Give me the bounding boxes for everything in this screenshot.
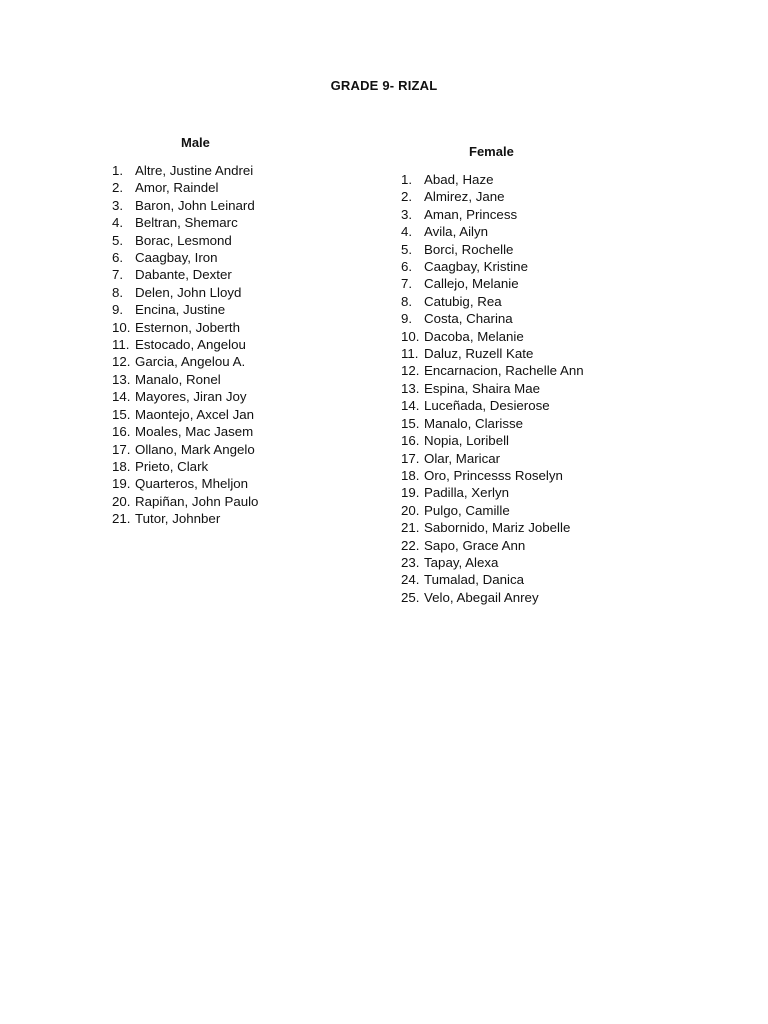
list-item [112, 301, 258, 318]
list-item [401, 502, 584, 519]
list-item [401, 206, 584, 223]
list-item [112, 493, 258, 510]
list-item [112, 510, 258, 527]
list-item-name: Mayores, Jiran Joy [135, 389, 247, 405]
list-item-name: Borci, Rochelle [424, 241, 514, 257]
list-item-number: 1. [112, 163, 124, 178]
list-item [112, 475, 258, 492]
male-column-heading: Male [181, 135, 210, 150]
list-item-number: 2. [401, 189, 413, 205]
list-item-name: Dacoba, Melanie [424, 328, 524, 344]
list-item-name: Olar, Maricar [424, 450, 501, 466]
list-item-name: Tapay, Alexa [424, 554, 499, 570]
list-item-number: 21. [401, 520, 420, 536]
list-item-name: Tumalad, Danica [424, 572, 525, 588]
list-item [112, 214, 258, 231]
list-item-name: Sabornido, Mariz Jobelle [424, 520, 571, 536]
list-item-number: 7. [112, 267, 124, 283]
list-item [401, 310, 584, 327]
list-item [112, 336, 258, 353]
list-item-number: 10. [401, 328, 420, 344]
list-item [401, 484, 584, 501]
female-name-list [401, 171, 584, 606]
list-item-number: 12. [112, 354, 131, 370]
list-item-name: Espina, Shaira Mae [424, 380, 541, 396]
list-item [112, 388, 258, 405]
list-item-number: 5. [112, 232, 124, 248]
list-item-name: Luceñada, Desierose [424, 398, 550, 414]
list-item-number: 13. [401, 380, 420, 396]
list-item-number: 18. [401, 467, 420, 483]
list-item-number: 1. [401, 172, 413, 187]
list-item [401, 258, 584, 275]
list-item [401, 397, 584, 414]
list-item-number: 4. [401, 224, 413, 240]
list-item [112, 319, 258, 336]
list-item-number: 8. [112, 284, 124, 300]
list-item-number: 6. [112, 250, 124, 266]
list-item [401, 589, 584, 606]
list-item [112, 353, 258, 370]
list-item-name: Delen, John Lloyd [135, 284, 242, 300]
list-item-number: 20. [112, 493, 131, 509]
list-item-number: 7. [401, 276, 413, 292]
list-item-number: 17. [112, 441, 131, 457]
list-item [112, 249, 258, 266]
list-item-number: 6. [401, 259, 413, 275]
list-item [112, 423, 258, 440]
list-item-name: Catubig, Rea [424, 293, 502, 309]
list-item [401, 362, 584, 379]
list-item-number: 8. [401, 293, 413, 309]
list-item-name: Garcia, Angelou A. [135, 354, 246, 370]
list-item-number: 25. [401, 589, 420, 605]
list-item [112, 197, 258, 214]
list-item [112, 441, 258, 458]
list-item [112, 371, 258, 388]
list-item-number: 19. [401, 485, 420, 501]
list-item [401, 571, 584, 588]
list-item-name: Manalo, Clarisse [424, 415, 524, 431]
list-item [401, 554, 584, 571]
male-name-list [112, 162, 258, 528]
list-item-number: 2. [112, 180, 124, 196]
female-column-heading: Female [469, 144, 514, 159]
list-item-number: 20. [401, 502, 420, 518]
list-item-number: 16. [401, 433, 420, 449]
list-item-number: 19. [112, 476, 131, 492]
list-item-number: 3. [112, 197, 124, 213]
list-item-name: Pulgo, Camille [424, 502, 510, 518]
list-item-name: Sapo, Grace Ann [424, 537, 526, 553]
list-item-number: 15. [401, 415, 420, 431]
list-item-number: 16. [112, 424, 131, 440]
list-item-name: Tutor, Johnber [135, 511, 221, 527]
list-item-number: 24. [401, 572, 420, 588]
list-item [401, 171, 584, 188]
list-item-number: 11. [401, 346, 419, 362]
list-item [401, 519, 584, 536]
list-item-name: Abad, Haze [424, 172, 494, 187]
list-item [401, 380, 584, 397]
list-item-number: 11. [112, 337, 130, 353]
list-item-name: Altre, Justine Andrei [135, 163, 254, 178]
list-item-name: Avila, Ailyn [424, 224, 489, 240]
list-item-name: Beltran, Shemarc [135, 215, 238, 231]
list-item-number: 13. [112, 371, 131, 387]
list-item [401, 275, 584, 292]
list-item-number: 10. [112, 319, 131, 335]
list-item [401, 467, 584, 484]
list-item-name: Moales, Mac Jasem [135, 424, 254, 440]
list-item-name: Padilla, Xerlyn [424, 485, 509, 501]
list-item-number: 15. [112, 406, 131, 422]
list-item-name: Amor, Raindel [135, 180, 219, 196]
list-item-name: Daluz, Ruzell Kate [424, 346, 534, 362]
list-item-name: Borac, Lesmond [135, 232, 232, 248]
list-item [401, 328, 584, 345]
list-item-number: 9. [112, 302, 124, 318]
list-item-name: Estocado, Angelou [135, 337, 246, 353]
list-item-name: Callejo, Melanie [424, 276, 519, 292]
list-item [401, 432, 584, 449]
list-item-number: 22. [401, 537, 420, 553]
list-item-name: Caagbay, Iron [135, 250, 218, 266]
list-item [112, 162, 258, 179]
list-item [112, 179, 258, 196]
list-item-number: 18. [112, 458, 131, 474]
list-item-number: 17. [401, 450, 420, 466]
list-item [401, 450, 584, 467]
list-item-name: Velo, Abegail Anrey [424, 589, 539, 605]
list-item-name: Encina, Justine [135, 302, 226, 318]
list-item-number: 14. [401, 398, 420, 414]
list-item-number: 21. [112, 511, 131, 527]
list-item-number: 23. [401, 554, 420, 570]
list-item-name: Prieto, Clark [135, 458, 209, 474]
list-item-number: 14. [112, 389, 131, 405]
list-item-number: 5. [401, 241, 413, 257]
list-item-number: 9. [401, 311, 413, 327]
list-item-number: 3. [401, 206, 413, 222]
list-item-name: Ollano, Mark Angelo [135, 441, 255, 457]
list-item-name: Esternon, Joberth [135, 319, 240, 335]
list-item [401, 223, 584, 240]
list-item [401, 415, 584, 432]
list-item-name: Almirez, Jane [424, 189, 505, 205]
list-item [112, 458, 258, 475]
list-item [112, 406, 258, 423]
list-item-name: Aman, Princess [424, 206, 518, 222]
list-item [112, 266, 258, 283]
list-item [401, 345, 584, 362]
list-item-name: Costa, Charina [424, 311, 513, 327]
list-item-name: Baron, John Leinard [135, 197, 255, 213]
list-item-number: 4. [112, 215, 124, 231]
list-item [401, 188, 584, 205]
list-item [401, 241, 584, 258]
list-item [112, 232, 258, 249]
list-item-name: Manalo, Ronel [135, 371, 221, 387]
list-item-name: Caagbay, Kristine [424, 259, 528, 275]
list-item-name: Nopia, Loribell [424, 433, 510, 449]
list-item-name: Dabante, Dexter [135, 267, 232, 283]
list-item-name: Oro, Princesss Roselyn [424, 467, 563, 483]
list-item-number: 12. [401, 363, 420, 379]
list-item [112, 284, 258, 301]
list-item [401, 537, 584, 554]
list-item-name: Quarteros, Mheljon [135, 476, 249, 492]
page-title: GRADE 9- RIZAL [330, 78, 438, 93]
list-item-name: Rapiñan, John Paulo [135, 493, 259, 509]
list-item-name: Maontejo, Axcel Jan [135, 406, 255, 422]
list-item-name: Encarnacion, Rachelle Ann [424, 363, 584, 379]
list-item [401, 293, 584, 310]
